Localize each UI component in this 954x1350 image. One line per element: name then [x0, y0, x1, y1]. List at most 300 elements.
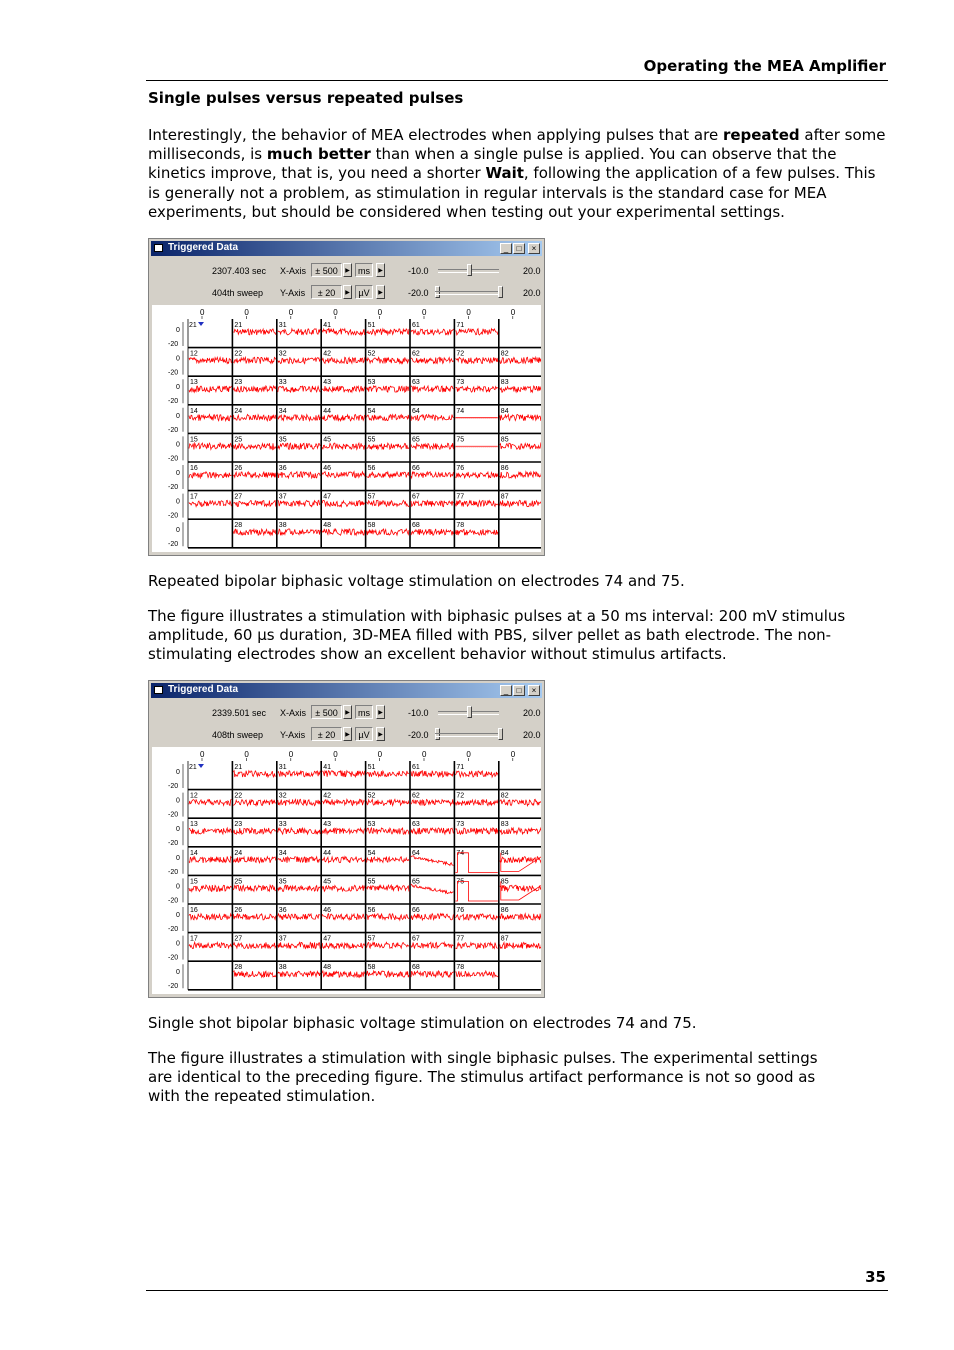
top-axis-tick-label: 0 — [510, 750, 516, 759]
trace-line — [233, 443, 275, 449]
trace-line — [411, 357, 453, 363]
electrode-label: 74 — [456, 407, 465, 415]
xaxis-unit-field[interactable]: ms — [355, 263, 373, 277]
trace-line — [367, 500, 409, 506]
window-titlebar[interactable] — [151, 683, 542, 698]
trace-line — [233, 914, 275, 920]
y-axis-zero-label: 0 — [176, 498, 180, 506]
y-axis-neg-label: -20 — [168, 398, 179, 406]
y-axis-zero-label: 0 — [176, 826, 180, 834]
top-axis-tick-label: 0 — [200, 750, 205, 759]
electrode-label: 33 — [278, 821, 287, 829]
electrode-label: 24 — [234, 849, 243, 857]
yaxis-range-field[interactable]: ± 20 — [311, 285, 342, 299]
trace-line — [189, 857, 231, 863]
slider-thumb[interactable] — [467, 706, 472, 718]
electrode-label: 84 — [500, 849, 509, 857]
electrode-label: 53 — [367, 821, 376, 829]
electrode-label: 75 — [456, 436, 465, 444]
minimize-icon[interactable]: _ — [500, 243, 512, 254]
trace-line — [411, 501, 453, 507]
y-axis-zero-label: 0 — [176, 355, 180, 363]
trace-line — [411, 415, 453, 421]
trace-line — [278, 771, 320, 777]
trace-line — [367, 472, 409, 478]
yaxis-label: Y-Axis — [280, 730, 306, 740]
electrode-label: 58 — [367, 522, 376, 530]
mea-plot-area[interactable] — [152, 305, 541, 552]
electrode-label: 32 — [278, 350, 287, 358]
trace-line — [278, 942, 320, 948]
trace-line — [411, 472, 453, 478]
trace-line — [278, 857, 320, 863]
trace-line — [367, 357, 409, 363]
electrode-label: 76 — [456, 907, 465, 914]
electrode-label: 68 — [412, 522, 420, 530]
yaxis-increase-button[interactable]: ▶ — [343, 727, 352, 741]
electrode-label: 42 — [323, 792, 331, 800]
trace-line — [278, 329, 320, 335]
electrode-label: 78 — [456, 964, 465, 972]
paragraph-figure1-description: The figure illustrates a stimulation with biphasic pulses at a 50 ms interval: 200 mV stimulus amplitude, 60 µs duration, 3D-MEA filled with PBS, silver pellet as bath electrode. The non-stimulating electrodes show an excellent behavior without stimulus artifacts. — [148, 607, 846, 664]
y-axis-zero-label: 0 — [176, 327, 180, 334]
y-axis-zero-label: 0 — [176, 412, 180, 420]
top-axis-tick-label: 0 — [288, 750, 294, 759]
yaxis-unit-button[interactable]: ▶ — [376, 727, 385, 741]
electrode-label: 55 — [367, 878, 376, 886]
slider2-max-label: 20.0 — [523, 730, 541, 740]
trace-line — [500, 857, 541, 863]
top-axis-tick-label: 0 — [244, 750, 249, 759]
trace-line — [455, 357, 497, 363]
xaxis-unit-field[interactable]: ms — [355, 705, 373, 719]
electrode-label: 43 — [323, 379, 331, 387]
trace-line — [322, 799, 364, 805]
trace-line — [233, 386, 275, 392]
xaxis-label: X-Axis — [280, 708, 307, 718]
top-axis-tick-label: 0 — [200, 308, 205, 317]
electrode-label: 87 — [500, 935, 509, 943]
trace-line — [189, 443, 231, 449]
electrode-label: 52 — [367, 792, 376, 800]
electrode-label: 22 — [234, 350, 243, 358]
y-axis-neg-label: -20 — [168, 954, 179, 962]
electrode-label: 85 — [500, 878, 509, 886]
window-icon — [154, 244, 163, 252]
electrode-label: 34 — [278, 849, 287, 857]
trace-line — [500, 828, 541, 834]
electrode-label: 73 — [456, 379, 465, 387]
electrode-label: 28 — [234, 964, 243, 972]
y-axis-neg-label: -20 — [168, 484, 179, 491]
corner-electrode-label: 21 — [189, 322, 197, 329]
electrode-label: 73 — [456, 821, 465, 829]
close-icon[interactable]: × — [528, 685, 540, 696]
trace-line — [233, 857, 275, 863]
trace-line — [233, 415, 275, 421]
footer-rule — [146, 1290, 888, 1291]
trace-line — [411, 386, 453, 392]
trace-line — [500, 472, 541, 478]
y-axis-neg-label: -20 — [168, 512, 179, 520]
top-axis-tick-label: 0 — [333, 750, 338, 759]
yaxis-unit-button[interactable]: ▶ — [376, 285, 385, 299]
trace-line — [278, 472, 320, 478]
top-axis-tick-label: 0 — [510, 308, 516, 317]
electrode-label: 21 — [234, 764, 243, 771]
electrode-label: 23 — [234, 379, 243, 387]
trace-line — [278, 914, 320, 920]
slider-thumb[interactable] — [467, 264, 472, 276]
trace-line — [189, 357, 231, 363]
y-axis-zero-label: 0 — [176, 769, 180, 776]
y-axis-neg-label: -20 — [168, 455, 179, 463]
electrode-label: 12 — [190, 792, 198, 800]
electrode-label: 66 — [412, 465, 420, 472]
xaxis-range-field[interactable]: ± 500 — [311, 705, 342, 719]
trace-line — [278, 443, 320, 449]
y-axis-neg-label: -20 — [168, 926, 179, 933]
time-readout: 2339.501 sec — [212, 708, 267, 718]
offset-slider[interactable] — [438, 263, 499, 277]
trace-line — [278, 885, 320, 891]
electrode-label: 84 — [500, 407, 509, 415]
trace-line — [455, 771, 497, 777]
close-icon[interactable]: × — [528, 243, 540, 254]
trace-line — [455, 971, 497, 977]
trace-line — [500, 500, 541, 506]
header-rule — [146, 80, 888, 81]
y-axis-zero-label: 0 — [176, 441, 180, 449]
trace-line — [367, 386, 409, 392]
trace-line — [367, 799, 409, 805]
electrode-label: 54 — [367, 407, 376, 415]
range-slider[interactable] — [435, 285, 503, 299]
mea-plot-area[interactable] — [152, 747, 541, 994]
electrode-label: 26 — [234, 907, 243, 914]
electrode-label: 14 — [190, 849, 198, 857]
range-slider[interactable] — [435, 727, 503, 741]
electrode-label: 21 — [234, 322, 243, 329]
electrode-label: 78 — [456, 522, 465, 530]
y-axis-neg-label: -20 — [168, 426, 179, 434]
electrode-label: 14 — [190, 407, 198, 415]
trigger-marker-icon — [198, 322, 204, 326]
electrode-label: 41 — [323, 764, 331, 771]
corner-electrode-label: 21 — [189, 764, 197, 771]
mea-grid-plot — [152, 305, 541, 552]
time-readout: 2307.403 sec — [212, 266, 267, 276]
electrode-label: 13 — [190, 821, 198, 829]
electrode-label: 58 — [367, 964, 376, 972]
electrode-label: 12 — [190, 350, 198, 358]
trace-line — [233, 799, 275, 805]
trace-line — [322, 914, 364, 920]
electrode-label: 28 — [234, 522, 243, 530]
y-axis-zero-label: 0 — [176, 912, 180, 919]
trace-line — [278, 828, 320, 834]
trace-line — [411, 971, 453, 977]
electrode-label: 77 — [456, 935, 465, 943]
trace-line — [322, 329, 364, 335]
y-axis-zero-label: 0 — [176, 854, 180, 862]
trace-line — [233, 329, 275, 335]
trace-line — [322, 500, 364, 506]
electrode-label: 56 — [367, 907, 376, 914]
trace-line — [367, 885, 409, 891]
electrode-label: 31 — [278, 322, 287, 329]
trace-line — [367, 942, 409, 948]
trace-line — [322, 386, 364, 392]
xaxis-range-field[interactable]: ± 500 — [311, 263, 342, 277]
y-axis-neg-label: -20 — [168, 541, 179, 549]
electrode-label: 71 — [456, 322, 465, 329]
slider2-min-label: -20.0 — [408, 730, 429, 740]
trace-line — [367, 857, 409, 863]
electrode-label: 41 — [323, 322, 331, 329]
electrode-label: 57 — [367, 493, 376, 501]
trace-line — [233, 942, 275, 948]
y-axis-zero-label: 0 — [176, 883, 180, 891]
electrode-label: 66 — [412, 907, 420, 914]
trace-line — [411, 443, 453, 449]
yaxis-unit-field[interactable]: µV — [355, 285, 373, 299]
trace-line — [233, 828, 275, 834]
electrode-label: 16 — [190, 465, 198, 472]
trace-line — [455, 799, 497, 805]
trace-line — [500, 415, 541, 421]
top-axis-tick-label: 0 — [288, 308, 294, 317]
trace-line — [500, 942, 541, 948]
electrode-label: 61 — [412, 322, 420, 329]
electrode-label: 63 — [412, 379, 420, 387]
trace-line — [455, 943, 497, 949]
maximize-icon[interactable]: □ — [513, 685, 525, 696]
trace-line — [278, 971, 320, 977]
trace-line — [322, 943, 364, 949]
electrode-label: 61 — [412, 764, 420, 771]
electrode-label: 17 — [190, 493, 198, 501]
electrode-label: 27 — [234, 935, 243, 943]
trace-line — [322, 828, 364, 834]
page-number: 35 — [865, 1268, 886, 1286]
trace-line — [322, 443, 364, 449]
triggered-data-window-2 — [148, 680, 545, 998]
trace-line — [367, 329, 409, 335]
y-axis-neg-label: -20 — [168, 897, 179, 905]
electrode-label: 83 — [500, 379, 509, 387]
trace-line — [411, 799, 453, 805]
trace-line — [367, 971, 409, 977]
trace-line — [189, 386, 231, 392]
top-axis-tick-label: 0 — [422, 308, 427, 317]
yaxis-label: Y-Axis — [280, 288, 306, 298]
trace-line — [367, 771, 409, 777]
trace-line — [500, 357, 541, 363]
trace-line — [322, 771, 364, 777]
electrode-label: 75 — [456, 878, 465, 886]
electrode-label: 24 — [234, 407, 243, 415]
window-titlebar[interactable] — [151, 241, 542, 256]
trace-line — [411, 856, 453, 866]
trace-line — [233, 472, 275, 478]
xaxis-increase-button[interactable]: ▶ — [343, 263, 352, 277]
electrode-label: 47 — [323, 493, 331, 501]
xaxis-unit-button[interactable]: ▶ — [376, 263, 385, 277]
trace-line — [189, 914, 231, 920]
trace-line — [278, 415, 320, 421]
electrode-label: 44 — [323, 407, 331, 415]
y-axis-zero-label: 0 — [176, 384, 180, 392]
trace-line — [411, 771, 453, 777]
electrode-label: 36 — [278, 907, 287, 914]
electrode-label: 56 — [367, 465, 376, 472]
trace-line — [455, 828, 497, 834]
maximize-icon[interactable]: □ — [513, 243, 525, 254]
electrode-label: 38 — [278, 964, 287, 972]
slider-thumb-right[interactable] — [498, 728, 503, 740]
slider1-max-label: 20.0 — [523, 708, 541, 718]
electrode-label: 54 — [367, 849, 376, 857]
electrode-label: 37 — [278, 493, 287, 501]
section-heading: Single pulses versus repeated pulses — [148, 89, 464, 107]
electrode-label: 72 — [456, 350, 465, 358]
electrode-label: 67 — [412, 935, 420, 943]
window-icon — [154, 686, 163, 694]
electrode-label: 48 — [323, 964, 331, 972]
xaxis-increase-button[interactable]: ▶ — [343, 705, 352, 719]
page-header-title: Operating the MEA Amplifier — [643, 57, 886, 75]
electrode-label: 25 — [234, 878, 243, 886]
top-axis-tick-label: 0 — [377, 750, 383, 759]
electrode-label: 82 — [500, 792, 509, 800]
y-axis-neg-label: -20 — [168, 341, 179, 348]
electrode-label: 22 — [234, 792, 243, 800]
electrode-label: 65 — [412, 878, 420, 886]
electrode-label: 86 — [500, 907, 509, 914]
trace-line — [322, 529, 364, 535]
electrode-label: 42 — [323, 350, 331, 358]
trace-line — [189, 942, 231, 948]
electrode-label: 64 — [412, 407, 420, 415]
trace-line — [500, 799, 541, 805]
electrode-label: 44 — [323, 849, 331, 857]
trace-line — [500, 914, 541, 920]
trace-line — [411, 529, 453, 535]
electrode-label: 83 — [500, 821, 509, 829]
yaxis-increase-button[interactable]: ▶ — [343, 285, 352, 299]
electrode-label: 17 — [190, 935, 198, 943]
slider-thumb-right[interactable] — [498, 286, 503, 298]
electrode-label: 74 — [456, 849, 465, 857]
trace-line — [455, 914, 497, 920]
trace-line — [322, 885, 364, 891]
trace-line — [233, 771, 275, 777]
electrode-label: 64 — [412, 849, 420, 857]
y-axis-zero-label: 0 — [176, 797, 180, 805]
electrode-label: 51 — [367, 322, 376, 329]
top-axis-tick-label: 0 — [333, 308, 338, 317]
electrode-label: 16 — [190, 907, 198, 914]
electrode-label: 26 — [234, 465, 243, 472]
electrode-label: 47 — [323, 935, 331, 943]
top-axis-tick-label: 0 — [422, 750, 427, 759]
electrode-label: 63 — [412, 821, 420, 829]
electrode-label: 37 — [278, 935, 287, 943]
figure1-caption: Repeated bipolar biphasic voltage stimulation on electrodes 74 and 75. — [148, 572, 685, 590]
trace-line — [233, 885, 275, 891]
electrode-label: 62 — [412, 350, 420, 358]
slider2-max-label: 20.0 — [523, 288, 541, 298]
trace-line — [367, 828, 409, 834]
trace-line — [367, 415, 409, 421]
slider1-min-label: -10.0 — [408, 266, 429, 276]
electrode-label: 82 — [500, 350, 509, 358]
y-axis-neg-label: -20 — [168, 783, 179, 790]
electrode-label: 13 — [190, 379, 198, 387]
trace-line — [233, 501, 275, 507]
electrode-label: 65 — [412, 436, 420, 444]
trace-line — [411, 329, 453, 335]
electrode-label: 62 — [412, 792, 420, 800]
minimize-icon[interactable]: _ — [500, 685, 512, 696]
electrode-label: 25 — [234, 436, 243, 444]
triggered-data-window-1 — [148, 238, 545, 556]
top-axis-tick-label: 0 — [466, 750, 471, 759]
y-axis-zero-label: 0 — [176, 940, 180, 948]
trace-line — [233, 357, 275, 363]
trace-line — [367, 443, 409, 449]
yaxis-range-field[interactable]: ± 20 — [311, 727, 342, 741]
trace-line — [278, 386, 320, 392]
electrode-label: 57 — [367, 935, 376, 943]
offset-slider[interactable] — [438, 705, 499, 719]
electrode-label: 45 — [323, 436, 331, 444]
trace-line — [411, 828, 453, 834]
electrode-label: 32 — [278, 792, 287, 800]
xaxis-unit-button[interactable]: ▶ — [376, 705, 385, 719]
electrode-label: 15 — [190, 878, 198, 886]
trace-line — [411, 914, 453, 920]
electrode-label: 45 — [323, 878, 331, 886]
trace-line — [500, 885, 541, 891]
slider1-max-label: 20.0 — [523, 266, 541, 276]
trace-line — [189, 472, 231, 478]
trace-line — [455, 529, 497, 535]
electrode-label: 33 — [278, 379, 287, 387]
electrode-label: 68 — [412, 964, 420, 972]
electrode-label: 46 — [323, 465, 331, 472]
electrode-label: 86 — [500, 465, 509, 472]
trace-line — [500, 443, 541, 449]
trace-line — [189, 799, 231, 805]
trace-line — [278, 357, 320, 363]
window-title: Triggered Data — [168, 684, 239, 695]
electrode-label: 55 — [367, 436, 376, 444]
trace-line — [411, 942, 453, 948]
trace-line — [278, 799, 320, 805]
top-axis-tick-label: 0 — [377, 308, 383, 317]
electrode-label: 35 — [278, 878, 287, 886]
trace-line — [367, 914, 409, 920]
trace-line — [189, 500, 231, 506]
yaxis-unit-field[interactable]: µV — [355, 727, 373, 741]
paragraph-figure2-description: The figure illustrates a stimulation with single biphasic pulses. The experimental settings are identical to the preceding figure. The stimulus artifact performance is not so good as with the repeated stimulation. — [148, 1049, 818, 1106]
electrode-label: 23 — [234, 821, 243, 829]
trace-line — [455, 329, 497, 335]
electrode-label: 67 — [412, 493, 420, 501]
paragraph-intro: Interestingly, the behavior of MEA electrodes when applying pulses that are repeated after some milliseconds, is much better than when a single pulse is applied. You can observe that the kinetics improve, that is, you need a shorter Wait, following the application of a few pulses. This is generally not a problem, as stimulation in regular intervals is the standard case for MEA experiments, but should be considered when testing out your experimental settings. — [148, 126, 886, 221]
